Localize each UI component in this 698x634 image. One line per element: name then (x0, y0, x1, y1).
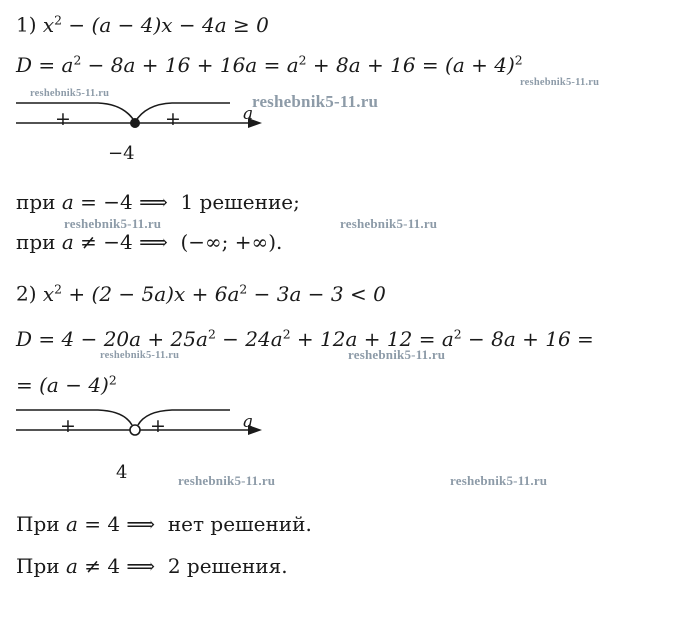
watermark: reshebnik5-11.ru (178, 473, 276, 488)
watermark: reshebnik5-11.ru (64, 216, 162, 231)
problem1-axis-label: a (243, 104, 254, 124)
problem1-discriminant (16, 48, 523, 77)
problem2-point-label: 4 (116, 462, 128, 483)
watermark: reshebnik5-11.ru (340, 216, 438, 231)
problem1-number: 1) (16, 12, 37, 37)
problem1-number-line (12, 98, 262, 148)
problem1-sign-left: + (55, 108, 71, 130)
watermark: reshebnik5-11.ru (100, 350, 180, 361)
problem2-sign-right: + (150, 415, 166, 437)
problem1-conclusion-2: при a ≠ −4 ⟹ (−∞; +∞). (16, 230, 283, 254)
problem2-inequality: $x^2 + (2 - 5a)x + 6a^2 - 3a - 3 < 0$ (42, 281, 386, 306)
problem2-conclusion-2: При a ≠ 4 ⟹ 2 решения. (16, 554, 288, 578)
problem2-discriminant-line2: = $(a - 4)^2$ (16, 372, 117, 397)
problem1-sign-right: + (165, 108, 181, 130)
problem1-inequality: $x^2 - (a - 4)x - 4a \ge 0$ (42, 12, 269, 37)
watermark: reshebnik5-11.ru (30, 88, 110, 99)
problem2-number-line (12, 405, 262, 455)
watermark: reshebnik5-11.ru (348, 347, 446, 362)
problem2-axis-label: a (243, 412, 254, 432)
problem1-discriminant-text: $D = a^2 - 8a + 16 + 16a = a^2 + 8a + 16 = (a + 4)^2$ (16, 52, 523, 77)
problem2-conclusion-1: При a = 4 ⟹ нет решений. (16, 512, 312, 536)
problem2-number: 2) (16, 281, 37, 306)
problem2-statement (16, 277, 386, 306)
watermark: reshebnik5-11.ru (450, 473, 548, 488)
watermark: reshebnik5-11.ru (520, 77, 600, 88)
problem1-conclusion-1: при a = −4 ⟹ 1 решение; (16, 190, 300, 214)
problem1-point-label: −4 (108, 143, 135, 164)
problem1-statement (16, 8, 269, 37)
watermark: reshebnik5-11.ru (252, 92, 379, 111)
problem2-sign-left: + (60, 415, 76, 437)
problem2-discriminant-line1: $D = 4 - 20a + 25a^2 - 24a^2 + 12a + 12 = a^2 - 8a + 16$ = (16, 326, 594, 351)
